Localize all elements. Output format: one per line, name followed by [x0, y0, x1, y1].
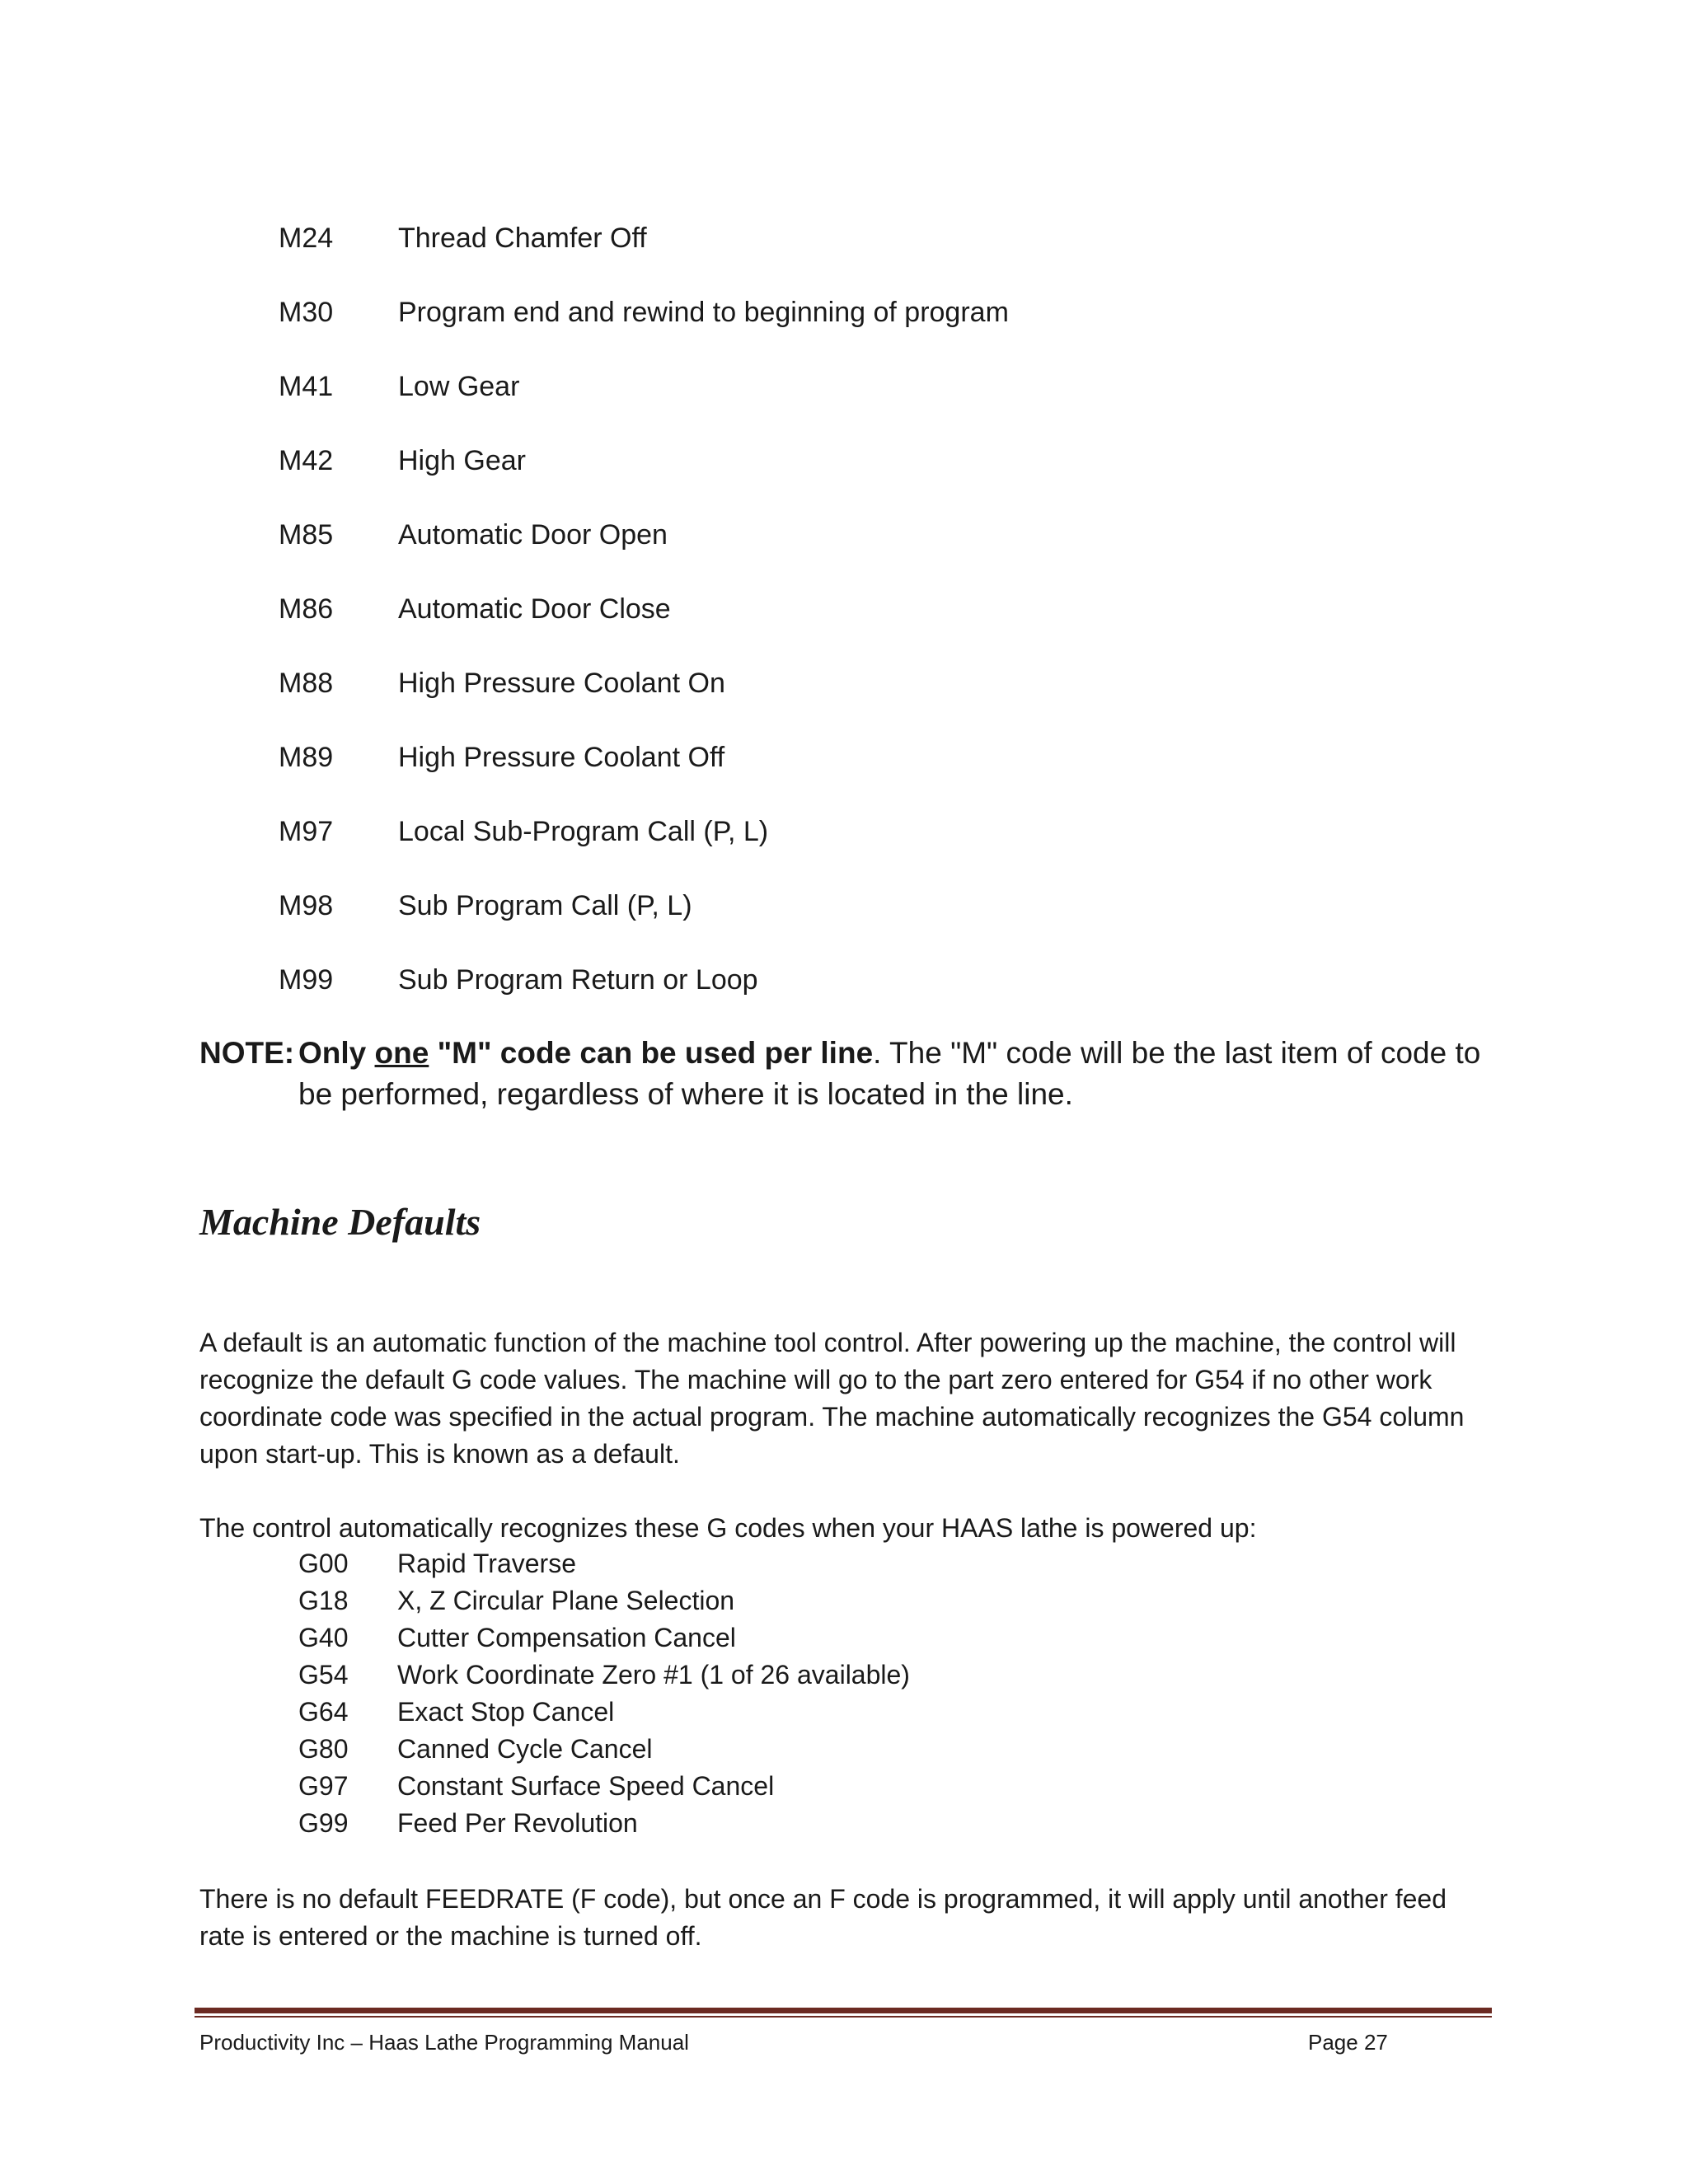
g-code: G18 — [298, 1586, 349, 1615]
g-code-row — [298, 1619, 910, 1657]
m-code: M98 — [279, 890, 334, 921]
note-bold-start: Only — [298, 1036, 375, 1070]
g-code-row — [298, 1805, 910, 1842]
g-code-description: Work Coordinate Zero #1 (1 of 26 available) — [397, 1660, 910, 1690]
page-number: Page 27 — [1308, 2030, 1388, 2055]
g-code-row — [298, 1657, 910, 1694]
m-code-row — [279, 439, 1009, 513]
note-emphasis-one: one — [374, 1036, 429, 1070]
paragraph-default: A default is an automatic function of the machine tool control. After powering up the machine, the control will recognize the default G code values. The machine will go to the part zero entered for G54 if no other work coordinate code was specified in the actual program. The machine automatically recognizes the G54 column upon start-up. This is known as a default. — [199, 1328, 1465, 1469]
m-code-description: Sub Program Call (P, L) — [398, 890, 692, 921]
m-code-description: High Gear — [398, 445, 526, 476]
m-code-row — [279, 884, 1009, 958]
footer-divider-thick — [195, 2008, 1492, 2013]
m-code: M97 — [279, 816, 334, 847]
m-code: M88 — [279, 668, 334, 699]
m-code-row — [279, 810, 1009, 884]
footer-title: Productivity Inc – Haas Lathe Programming Manual — [199, 2030, 689, 2055]
m-code-description: High Pressure Coolant Off — [398, 742, 725, 773]
m-code-description: Automatic Door Open — [398, 519, 668, 551]
m-code: M85 — [279, 519, 334, 551]
g-code-description: Cutter Compensation Cancel — [397, 1623, 736, 1652]
g-code-description: X, Z Circular Plane Selection — [397, 1586, 735, 1615]
g-code-description: Exact Stop Cancel — [397, 1697, 615, 1727]
g-code-description: Rapid Traverse — [397, 1549, 576, 1578]
g-code: G00 — [298, 1549, 349, 1578]
page-footer — [199, 2027, 1395, 2057]
m-code-row — [279, 588, 1009, 662]
g-code-row — [298, 1582, 910, 1619]
g-code-row — [298, 1545, 910, 1582]
paragraph-intro: The control automatically recognizes these G codes when your HAAS lathe is powered up: — [199, 1513, 1257, 1543]
m-code: M89 — [279, 742, 334, 773]
g-code-row — [298, 1768, 910, 1805]
g-code: G40 — [298, 1623, 349, 1652]
g-code: G54 — [298, 1660, 349, 1690]
m-code-description: Program end and rewind to beginning of program — [398, 297, 1009, 328]
m-code-description: Low Gear — [398, 371, 520, 402]
paragraph-feedrate: There is no default FEEDRATE (F code), but once an F code is programmed, it will apply until another feed rate is entered or the machine is turned off. — [199, 1884, 1447, 1951]
g-code-row — [298, 1731, 910, 1768]
m-code: M86 — [279, 593, 334, 625]
m-code: M99 — [279, 964, 334, 996]
note-rest: . The "M" code will be the last item of code to be performed, regardless of where it is located in the line. — [298, 1036, 1481, 1111]
m-code-row — [279, 365, 1009, 439]
g-code: G64 — [298, 1697, 349, 1727]
g-code: G80 — [298, 1734, 349, 1764]
g-code: G99 — [298, 1808, 349, 1838]
g-code-list — [298, 1545, 910, 1842]
m-code-description: High Pressure Coolant On — [398, 668, 725, 699]
m-code: M30 — [279, 297, 334, 328]
g-code: G97 — [298, 1771, 349, 1801]
note-block — [199, 1033, 1502, 1115]
m-code-row — [279, 662, 1009, 736]
g-code-row — [298, 1694, 910, 1731]
footer-divider-thin — [195, 2016, 1492, 2018]
g-code-description: Constant Surface Speed Cancel — [397, 1771, 775, 1801]
m-code-row — [279, 291, 1009, 365]
m-code-row — [279, 217, 1009, 291]
note-text — [298, 1033, 1502, 1115]
m-code-description: Automatic Door Close — [398, 593, 671, 625]
m-code: M42 — [279, 445, 334, 476]
m-code-list — [279, 217, 1009, 1033]
note-bold-end: "M" code can be used per line — [429, 1036, 874, 1070]
m-code: M24 — [279, 223, 334, 254]
m-code-description: Local Sub-Program Call (P, L) — [398, 816, 769, 847]
m-code-description: Thread Chamfer Off — [398, 223, 647, 254]
m-code-row — [279, 736, 1009, 810]
g-code-description: Feed Per Revolution — [397, 1808, 638, 1838]
g-code-description: Canned Cycle Cancel — [397, 1734, 653, 1764]
m-code: M41 — [279, 371, 334, 402]
m-code-description: Sub Program Return or Loop — [398, 964, 758, 996]
m-code-row — [279, 513, 1009, 588]
section-heading: Machine Defaults — [199, 1201, 481, 1243]
m-code-row — [279, 958, 1009, 1033]
note-label: NOTE: — [199, 1036, 295, 1070]
